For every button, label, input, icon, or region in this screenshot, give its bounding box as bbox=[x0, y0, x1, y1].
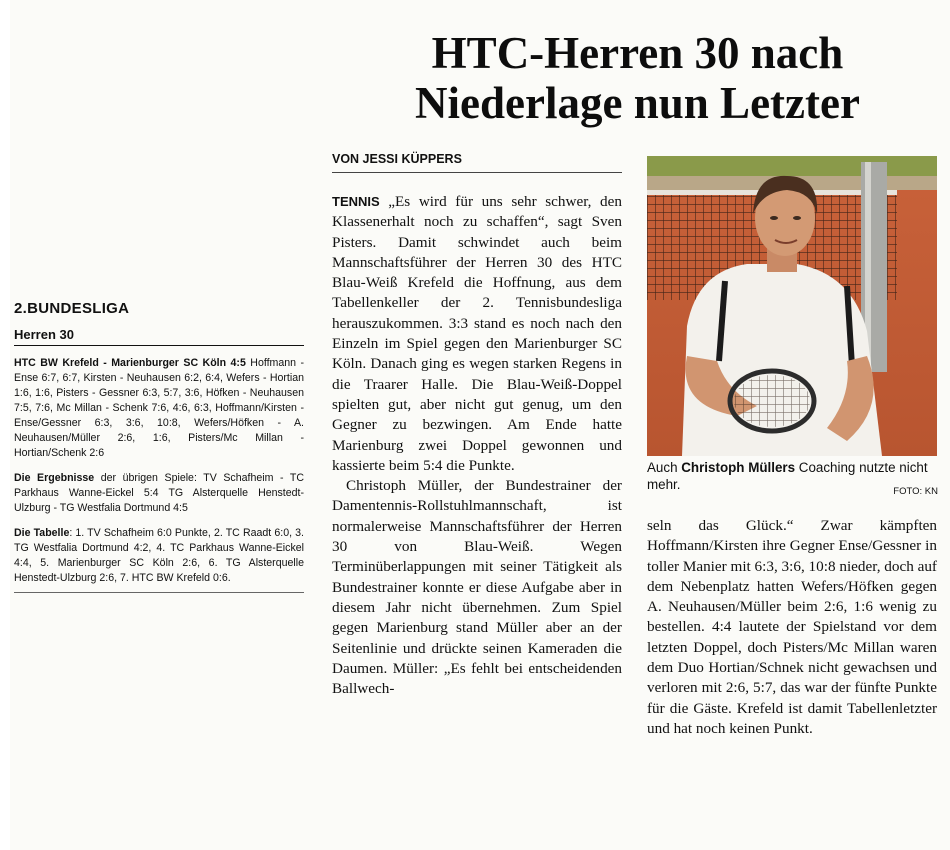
byline: VON JESSI KÜPPERS bbox=[332, 152, 622, 173]
other-details: der übrigen Spiele: TV Schafheim - TC Parkhaus Wanne-Eickel 5:4 TG Alsterquelle Henstedt-Ulzburg - TG Westfalia Dortmund 4:5 bbox=[14, 472, 304, 514]
caption-pre: Auch bbox=[647, 460, 682, 475]
headline-line-2: Niederlage nun Letzter bbox=[415, 78, 860, 128]
paragraph-2: Christoph Müller, der Bundestrainer der Damentennis-Rollstuhlmannschaft, ist normalerweise Mannschaftsführer der Herren 30 von Blau-Weiß. Wegen Terminüberlappungen mit seiner Tätigkeit als Bundestrainer konnte er diese Aufgabe aber in diesem Jahr nicht übernehmen. Zum Spiel gegen Marienburg stand Müller aber an der Seitenlinie und drückte seinen Kameraden die Daumen. Müller: „Es fehlt bei entscheidenden Ballwech- bbox=[332, 477, 622, 698]
photo-credit: FOTO: KN bbox=[893, 486, 938, 497]
caption-post: Coaching nutzte nicht mehr. bbox=[647, 460, 928, 492]
article-column-2 bbox=[647, 516, 937, 739]
table-lead: Die Tabelle bbox=[14, 527, 70, 539]
match-lead: HTC BW Krefeld - Marienburger SC Köln 4:5 bbox=[14, 357, 246, 369]
league-title: 2.BUNDESLIGA bbox=[14, 300, 130, 317]
division-title: Herren 30 bbox=[14, 327, 304, 346]
article-column-1 bbox=[332, 192, 622, 699]
results-sidebar bbox=[14, 300, 304, 603]
player-photo bbox=[647, 156, 937, 456]
paragraph-3: seln das Glück.“ Zwar kämpften Hoffmann/Kirsten ihre Gegner Ense/Gessner in toller Manier mit 6:3, 3:6, 10:8 nieder, doch auf dem Nebenplatz hatten Wefers/Höfken gegen A. Neuhausen/Müller beim 2:6, 1:6 wenig zu bestellen. 4:4 lautete der Spielstand vor dem letzten Doppel, doch Pisters/Mc Millan waren dem Duo Hortian/Schnek nicht gewachsen und verloren mit 2:6, 5:7, das war der fünfte Punkte für die Gäste. Krefeld ist damit Tabellenletzter und hat noch keinen Punkt. bbox=[647, 517, 937, 737]
headline-line-1: HTC-Herren 30 nach bbox=[431, 28, 844, 78]
league-table bbox=[14, 526, 304, 593]
headline bbox=[330, 28, 945, 128]
match-result bbox=[14, 356, 304, 461]
table-details: : 1. TV Schafheim 6:0 Punkte, 2. TC Raadt 6:0, 3. TG Westfalia Dortmund 4:2, 4. TC Parkhaus Wanne-Eickel 4:4, 5. Marienburger SC Köln 2:6, 6. TG Alsterquelle Henstedt-Ulzburg 2:6, 7. HTC BW Krefeld 0:6. bbox=[14, 527, 304, 584]
other-lead: Die Ergebnisse bbox=[14, 472, 95, 484]
tennis-player-image bbox=[647, 156, 937, 456]
page-margin bbox=[0, 0, 10, 850]
caption-name: Christoph Müllers bbox=[681, 460, 796, 475]
other-results bbox=[14, 471, 304, 516]
kicker: TENNIS bbox=[332, 194, 380, 209]
paragraph-1: „Es wird für uns sehr schwer, den Klassenerhalt noch zu schaffen“, sagt Sven Pisters. Damit schwindet auch beim Mannschaftsführer der Herren 30 des HTC Blau-Weiß Krefeld die Hoffnung, aus dem Tabellenkeller der 2. Tennisbundesliga herauszukommen. 3:3 stand es noch nach den Einzeln im Spiel gegen den Marienburger SC Köln. Danach ging es wegen starken Regens in die Traarer Halle. Die Blau-Weiß-Doppel spielten gut, aber nicht gut genug, um den Gegner zu bezwingen. Am Ende hatte Marienburg zwei Doppel gewonnen und kassierte beim 5:4 die Punkte. bbox=[332, 193, 622, 474]
match-details: Hoffmann - Ense 6:7, 6:7, Kirsten - Neuhausen 6:2, 6:4, Wefers - Hortian 1:6, 1:6, Pisters - Gessner 6:3, 5:7, 3:6, Höfken - Neuhausen 7:5, 7:6, Mc Millan - Schenk 7:6, 4:6, 6:3, Hoffmann/Kirsten - Ense/Gessner 6:3, 3:6, 10:8, Wefers/Höfken - A. Neuhausen/Müller 2:6, 1:6, Pisters/Mc Millan - Hortian/Schenk 2:6 bbox=[14, 357, 305, 459]
